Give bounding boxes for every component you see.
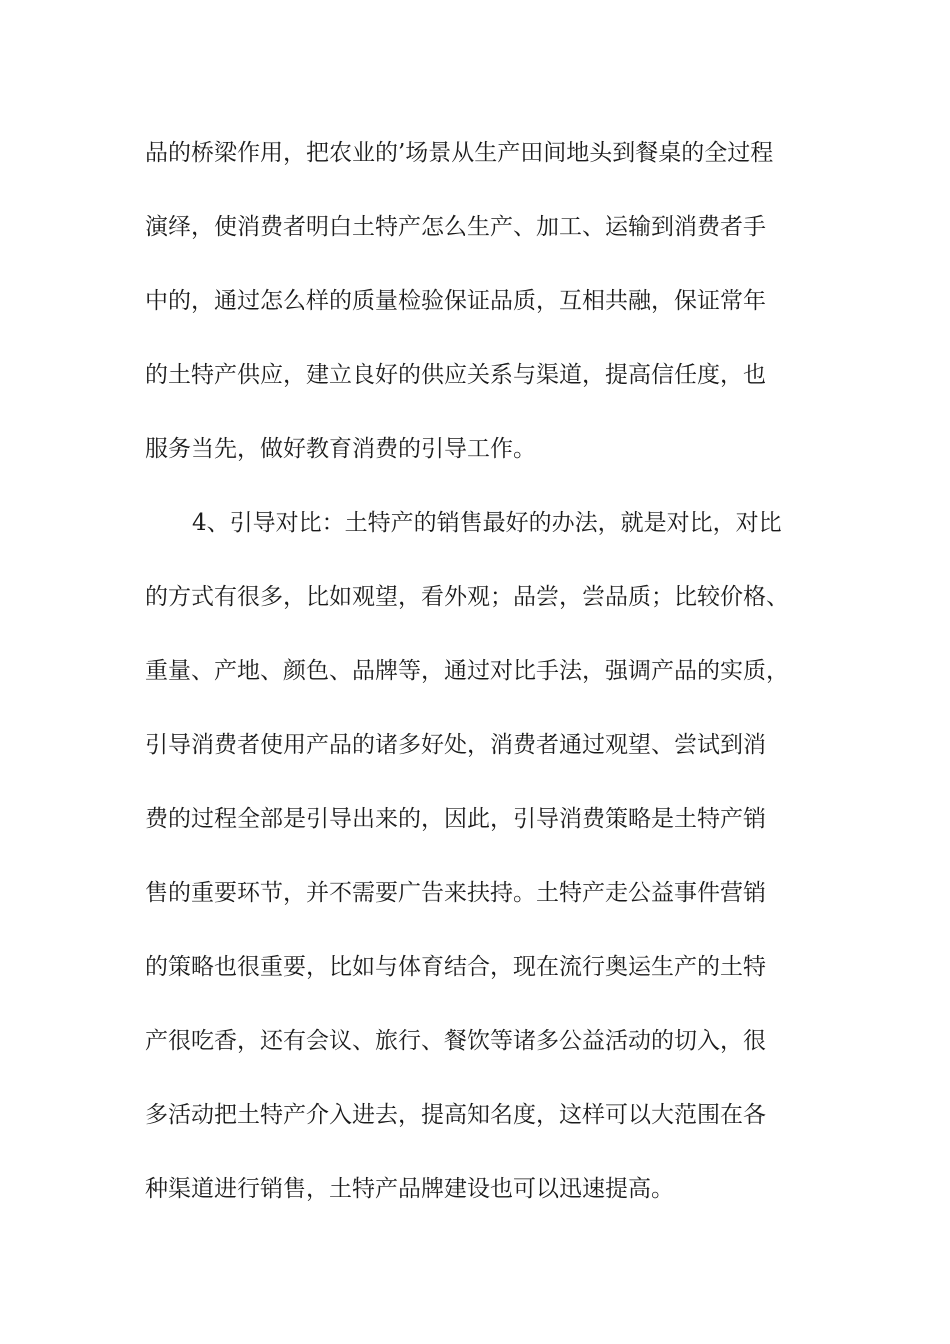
text-line: 种渠道进行销售，土特产品牌建设也可以迅速提高。 <box>145 1176 674 1202</box>
paragraph-start-line: 4、引导对比：土特产的销售最好的办法，就是对比，对比 <box>192 510 782 536</box>
text-line: 的方式有很多，比如观望，看外观；品尝，尝品质；比较价格、 <box>145 584 789 610</box>
text-line: 演绎，使消费者明白土特产怎么生产、加工、运输到消费者手 <box>145 214 766 240</box>
text-line: 引导消费者使用产品的诸多好处，消费者通过观望、尝试到消 <box>145 732 766 758</box>
text-line: 售的重要环节，并不需要广告来扶持。土特产走公益事件营销 <box>145 880 766 906</box>
text-line: 品的桥梁作用，把农业的’场景从生产田间地头到餐桌的全过程 <box>145 140 774 166</box>
text-line: 中的，通过怎么样的质量检验保证品质，互相共融，保证常年 <box>145 288 766 314</box>
text-line: 的土特产供应，建立良好的供应关系与渠道，提高信任度，也 <box>145 362 766 388</box>
text-line: 多活动把土特产介入进去，提高知名度，这样可以大范围在各 <box>145 1102 766 1128</box>
text-line: 费的过程全部是引导出来的，因此，引导消费策略是土特产销 <box>145 806 766 832</box>
text-line: 重量、产地、颜色、品牌等，通过对比手法，强调产品的实质， <box>145 658 789 684</box>
text-line: 产很吃香，还有会议、旅行、餐饮等诸多公益活动的切入，很 <box>145 1028 766 1054</box>
text-line: 服务当先，做好教育消费的引导工作。 <box>145 436 536 462</box>
text-line: 的策略也很重要，比如与体育结合，现在流行奥运生产的土特 <box>145 954 766 980</box>
